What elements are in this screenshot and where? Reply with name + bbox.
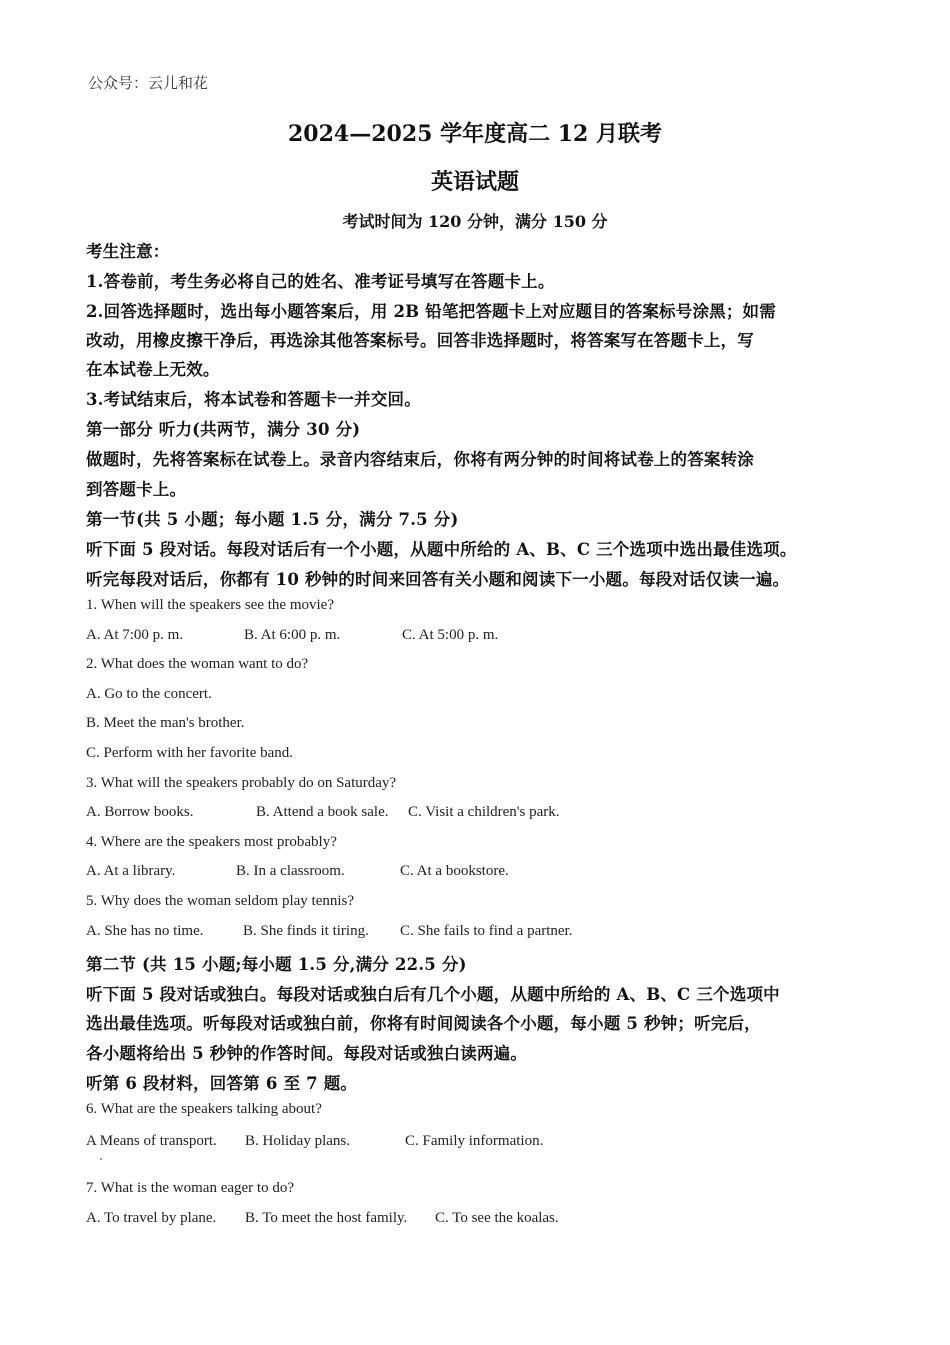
material-6-heading: 听第 6 段材料，回答第 6 至 7 题。: [86, 1074, 358, 1093]
exam-title: 2024—2025 学年度高二 12 月联考: [287, 121, 663, 147]
question-6: 6. What are the speakers talking about?: [86, 1101, 322, 1117]
question-2-option-a: A. Go to the concert.: [86, 686, 212, 702]
notice-item-2-line-3: 在本试卷上无效。: [86, 360, 220, 379]
question-1: 1. When will the speakers see the movie?: [86, 597, 334, 613]
question-4-option-a: A. At a library.: [86, 863, 176, 879]
question-5-option-a: A. She has no time.: [86, 923, 204, 939]
question-7: 7. What is the woman eager to do?: [86, 1180, 294, 1196]
section2-instruction-line-3: 各小题将给出 5 秒钟的作答时间。每段对话或独白读两遍。: [86, 1044, 528, 1063]
question-1-option-b: B. At 6:00 p. m.: [244, 627, 341, 643]
question-7-option-b: B. To meet the host family.: [245, 1210, 408, 1226]
section1-heading: 第一节(共 5 小题；每小题 1.5 分，满分 7.5 分): [86, 510, 459, 529]
question-4: 4. Where are the speakers most probably?: [86, 834, 337, 850]
section2-heading: 第二节 (共 15 小题;每小题 1.5 分,满分 22.5 分): [86, 955, 467, 974]
question-4-option-c: C. At a bookstore.: [400, 863, 509, 879]
question-6-option-b: B. Holiday plans.: [245, 1133, 350, 1149]
scan-artifact-dot: [100, 1158, 102, 1160]
question-7-option-a: A. To travel by plane.: [86, 1210, 217, 1226]
exam-subject: 英语试题: [430, 169, 519, 195]
notice-item-2-line-2: 改动，用橡皮擦干净后，再选涂其他答案标号。回答非选择题时，将答案写在答题卡上，写: [86, 331, 754, 350]
question-3-option-c: C. Visit a children's park.: [408, 804, 560, 820]
question-2-option-c: C. Perform with her favorite band.: [86, 745, 294, 761]
question-2-option-b: B. Meet the man's brother.: [86, 715, 245, 731]
question-1-option-a: A. At 7:00 p. m.: [86, 627, 184, 643]
question-2: 2. What does the woman want to do?: [86, 656, 309, 672]
exam-time-info: 考试时间为 120 分钟，满分 150 分: [342, 212, 608, 231]
question-5: 5. Why does the woman seldom play tennis?: [86, 893, 355, 909]
part1-instruction-line-1: 做题时，先将答案标在试卷上。录音内容结束后，你将有两分钟的时间将试卷上的答案转涂: [86, 450, 754, 469]
notice-item-1: 1.答卷前，考生务必将自己的姓名、准考证号填写在答题卡上。: [86, 272, 555, 291]
notice-item-3: 3.考试结束后，将本试卷和答题卡一并交回。: [86, 390, 421, 409]
question-4-option-b: B. In a classroom.: [236, 863, 345, 879]
notice-item-2-line-1: 2.回答选择题时，选出每小题答案后，用 2B 铅笔把答题卡上对应题目的答案标号涂黑；如需: [86, 302, 776, 321]
question-3-option-b: B. Attend a book sale.: [256, 804, 389, 820]
notice-heading: 考生注意：: [86, 242, 170, 261]
wechat-account-label: 公众号：云儿和花: [88, 74, 209, 92]
section2-instruction-line-1: 听下面 5 段对话或独白。每段对话或独白后有几个小题，从题中所给的 A、B、C 三个选项中: [86, 985, 780, 1004]
section1-instruction-line-1: 听下面 5 段对话。每段对话后有一个小题，从题中所给的 A、B、C 三个选项中选出最佳选项。: [86, 540, 797, 559]
section1-instruction-line-2: 听完每段对话后，你都有 10 秒钟的时间来回答有关小题和阅读下一小题。每段对话仅读一遍。: [86, 570, 790, 589]
part1-heading: 第一部分 听力(共两节，满分 30 分): [86, 420, 361, 439]
question-6-option-a: A Means of transport.: [86, 1133, 217, 1149]
section2-instruction-line-2: 选出最佳选项。听每段对话或独白前，你将有时间阅读各个小题，每小题 5 秒钟；听完后，: [86, 1014, 761, 1033]
question-5-option-c: C. She fails to find a partner.: [400, 923, 573, 939]
question-3: 3. What will the speakers probably do on Saturday?: [86, 775, 397, 791]
question-1-option-c: C. At 5:00 p. m.: [402, 627, 499, 643]
question-5-option-b: B. She finds it tiring.: [243, 923, 369, 939]
question-6-option-c: C. Family information.: [405, 1133, 544, 1149]
question-7-option-c: C. To see the koalas.: [435, 1210, 559, 1226]
part1-instruction-line-2: 到答题卡上。: [86, 480, 187, 499]
question-3-option-a: A. Borrow books.: [86, 804, 194, 820]
